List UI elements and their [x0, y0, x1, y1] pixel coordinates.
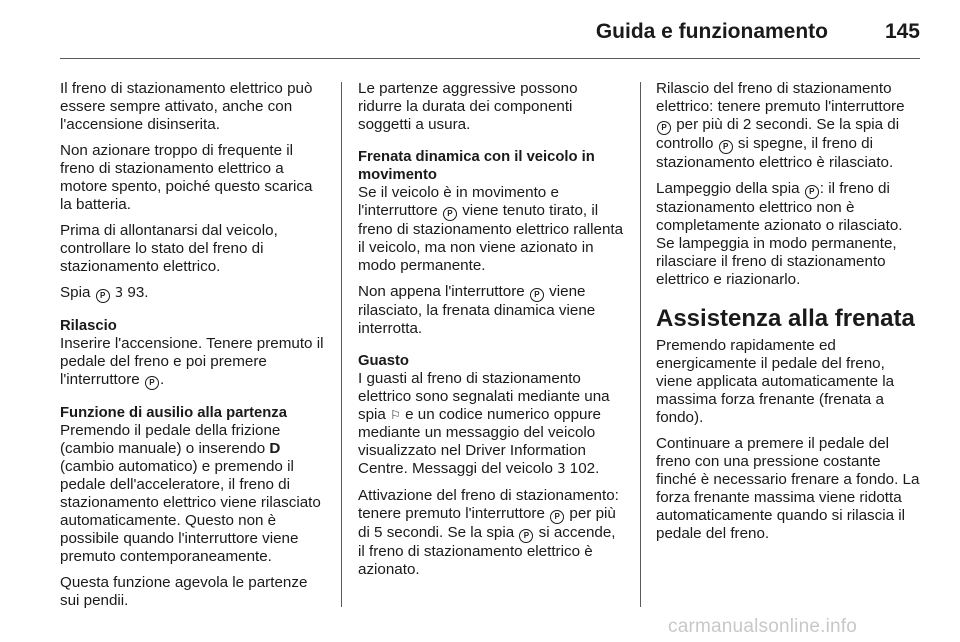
reference-arrow-icon: 3 [114, 286, 124, 301]
paragraph [656, 337, 922, 427]
paragraph [358, 80, 624, 134]
paragraph-text: viene rilasciato, la frenata dinamica viene interrotta. [358, 283, 596, 337]
section-title: Guida e funzionamento [595, 20, 828, 43]
paragraph [60, 222, 326, 276]
paragraph [60, 574, 326, 610]
paragraph-text: Non appena l'interruttore [358, 283, 525, 300]
parking-brake-icon: P [530, 288, 544, 302]
paragraph-text: Spia [60, 284, 91, 301]
paragraph-text: si accende, il freno di stazionamento elettrico è azionato. [358, 524, 616, 578]
paragraph-text: Attivazione del freno di stazionamento: tenere premuto l'interruttore [358, 487, 619, 522]
paragraph-text: si spegne, il freno di stazionamento elettrico è rilasciato. [656, 135, 894, 171]
header-divider [60, 58, 920, 59]
parking-brake-icon: P [657, 121, 671, 135]
paragraph [358, 283, 624, 338]
page-reference: 102. [569, 460, 600, 477]
paragraph-text: . [159, 371, 165, 388]
parking-brake-icon: P [443, 207, 457, 221]
page-reference: 93. [127, 284, 149, 301]
subheading-rilascio: Rilascio [60, 318, 117, 334]
reference-arrow-icon: 3 [557, 462, 566, 477]
paragraph-text: Premendo rapidamente ed energicamente il pedale del freno, viene applicata automaticamente la massima forza frenante (frenata a fondo). [656, 337, 895, 426]
paragraph-text: I guasti al freno di stazionamento elettrico sono segnalati mediante una spia [358, 370, 610, 423]
paragraph [358, 184, 624, 275]
parking-brake-icon: P [805, 185, 819, 199]
paragraph-text: per più di 5 secondi. Se la spia [358, 505, 616, 541]
paragraph-text: Prima di allontanarsi dal veicolo, controllare lo stato del freno di stazionamento elettrico. [60, 222, 278, 275]
paragraph [358, 370, 624, 479]
parking-brake-icon: P [550, 510, 564, 524]
paragraph-text: Questa funzione agevola le partenze sui pendii. [60, 574, 308, 609]
parking-brake-icon: P [719, 140, 733, 154]
paragraph-text: e un codice numerico oppure mediante un messaggio del veicolo visualizzato nel Driver Information Centre. Messaggi del veicolo [358, 406, 601, 477]
paragraph-text: (cambio automatico) e premendo il pedale dell'acceleratore, il freno di stazionamento elettrico viene rilasciato automaticamente. Questo non è possibile quando l'interruttore viene premuto contemporaneamente. [60, 458, 321, 565]
subheading-guasto: Guasto [358, 353, 409, 369]
section-heading-assistenza-frenata: Assistenza alla frenata [656, 305, 915, 332]
parking-brake-icon: P [145, 376, 159, 390]
paragraph [358, 487, 624, 579]
parking-brake-icon: P [96, 289, 110, 303]
paragraph-text: Rilascio del freno di stazionamento elettrico: tenere premuto l'interruttore [656, 80, 905, 115]
paragraph-text: Il freno di stazionamento elettrico può essere sempre attivato, anche con l'accensione disinserita. [60, 80, 313, 133]
paragraph [60, 142, 326, 214]
paragraph-text: Non azionare troppo di frequente il freno di stazionamento elettrico a motore spento, poiché questo scarica la batteria. [60, 142, 313, 213]
paragraph-text: Se il veicolo è in movimento e l'interruttore [358, 184, 559, 219]
paragraph [60, 284, 326, 303]
parking-brake-icon: P [519, 529, 533, 543]
page-number: 145 [884, 20, 920, 43]
warning-icon: ⚐ [390, 408, 401, 422]
gear-label-d: D [269, 440, 281, 457]
watermark-text: carmanualsonline.info [668, 616, 858, 637]
paragraph [60, 335, 326, 390]
subheading-frenata-dinamica: Frenata dinamica con il veicolo in movimento [358, 149, 595, 183]
paragraph [60, 80, 326, 134]
column-3 [656, 80, 922, 551]
paragraph-text: Lampeggio della spia [656, 180, 800, 197]
paragraph-text: Premendo il pedale della frizione (cambio manuale) o inserendo [60, 422, 281, 457]
paragraph [656, 180, 922, 289]
paragraph-text: Continuare a premere il pedale del freno con una pressione costante finché è necessario frenare a fondo. La forza frenante massima viene ridotta automaticamente quando si rilascia il pedale del freno. [656, 435, 920, 542]
paragraph [656, 80, 922, 172]
paragraph [60, 422, 326, 566]
paragraph-text: Le partenze aggressive possono ridurre la durata dei componenti soggetti a usura. [358, 80, 578, 133]
subheading-funzione-ausilio: Funzione di ausilio alla partenza [60, 405, 287, 421]
paragraph-text: viene tenuto tirato, il freno di stazionamento elettrico rallenta il veicolo, ma non viene azionato in modo permanente. [358, 202, 624, 274]
column-1 [60, 80, 326, 618]
paragraph-text: : il freno di stazionamento elettrico non è completamente azionato o rilasciato. Se lampeggia in modo permanente, rilasciare il freno di stazionamento elettrico e riazionarlo. [656, 180, 903, 288]
column-2 [358, 80, 624, 587]
paragraph-text: Inserire l'accensione. Tenere premuto il pedale del freno e poi premere l'interruttore [60, 335, 324, 388]
paragraph-text: per più di 2 secondi. Se la spia di controllo [656, 116, 900, 152]
column-divider-2 [640, 82, 641, 607]
column-divider-1 [341, 82, 342, 607]
paragraph [656, 435, 922, 543]
